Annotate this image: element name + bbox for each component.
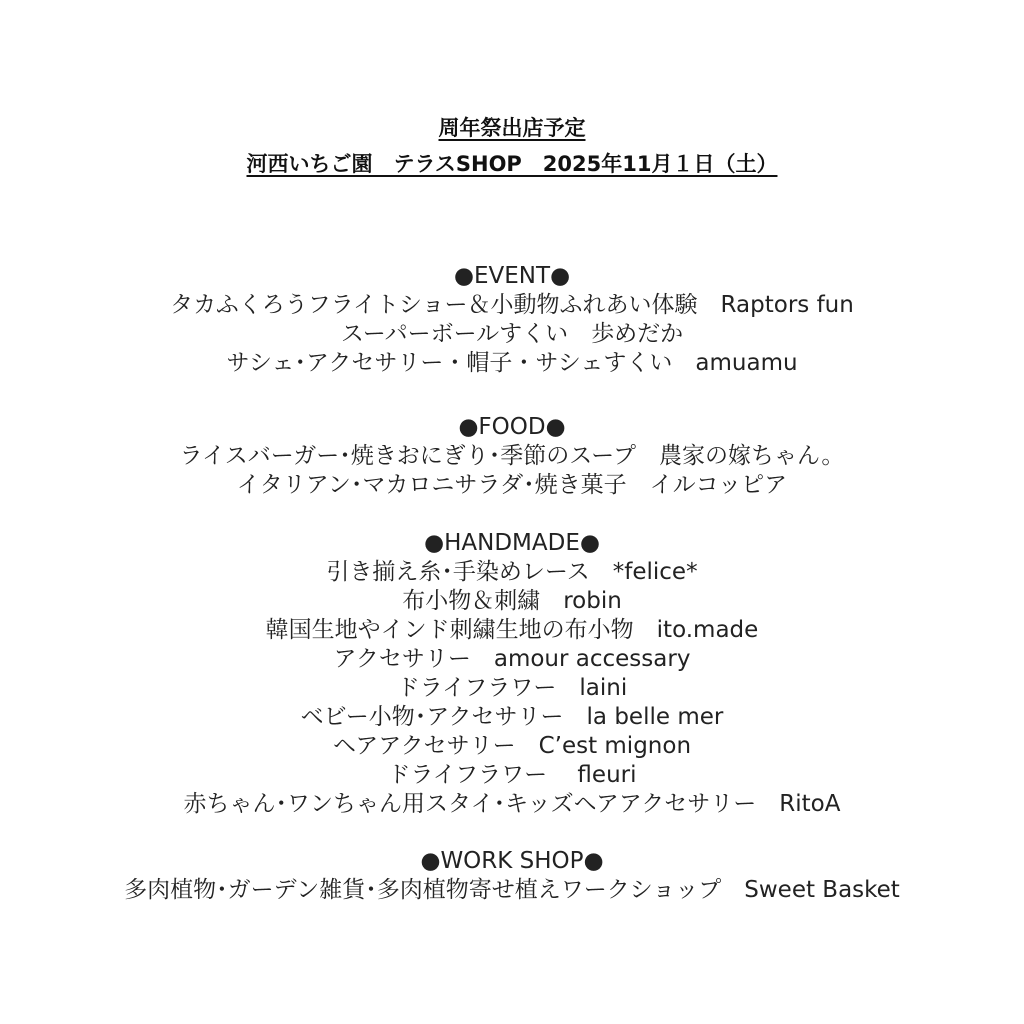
section-event [0,262,1024,378]
section-food [0,413,1024,500]
section-heading-handmade: ●HANDMADE● [424,530,600,556]
list-item: ベビー小物･アクセサリー la belle mer [300,704,724,730]
section-heading-food: ●FOOD● [458,414,566,440]
list-item: ライスバーガー･焼きおにぎり･季節のスープ 農家の嫁ちゃん。 [179,443,845,469]
page-subtitle-text: 河西いちご園 テラスSHOP 2025年11月１日（土） [246,152,778,176]
list-item: タカふくろうフライトショー＆小動物ふれあい体験 Raptors fun [170,292,854,318]
list-item: ヘアアクセサリー C’est mignon [332,733,692,759]
page-subtitle [0,150,1024,178]
list-item: 引き揃え糸･手染めレース *felice* [326,559,698,585]
list-item: 布小物＆刺繍 robin [402,588,622,614]
list-item: 多肉植物･ガーデン雑貨･多肉植物寄せ植えワークショップ Sweet Basket [124,877,900,903]
page-title [0,114,1024,142]
list-item: スーパーボールすくい 歩めだか [340,321,684,347]
list-item: 韓国生地やインド刺繍生地の布小物 ito.made [265,617,759,643]
list-item: 赤ちゃん･ワンちゃん用スタイ･キッズヘアアクセサリー RitoA [183,791,841,817]
list-item: ドライフラワー fleuri [387,762,637,788]
list-item: イタリアン･マカロニサラダ･焼き菓子 イルコッピア [236,472,788,498]
list-item: アクセサリー amour accessary [333,646,691,672]
section-heading-event: ●EVENT● [453,263,571,289]
list-item: ドライフラワー laini [396,675,628,701]
section-handmade [0,529,1024,819]
list-item: サシェ･アクセサリー・帽子・サシェすくい amuamu [226,350,798,376]
section-heading-workshop: ●WORK SHOP● [420,848,604,874]
section-workshop [0,847,1024,905]
page-title-text: 周年祭出店予定 [438,116,586,140]
